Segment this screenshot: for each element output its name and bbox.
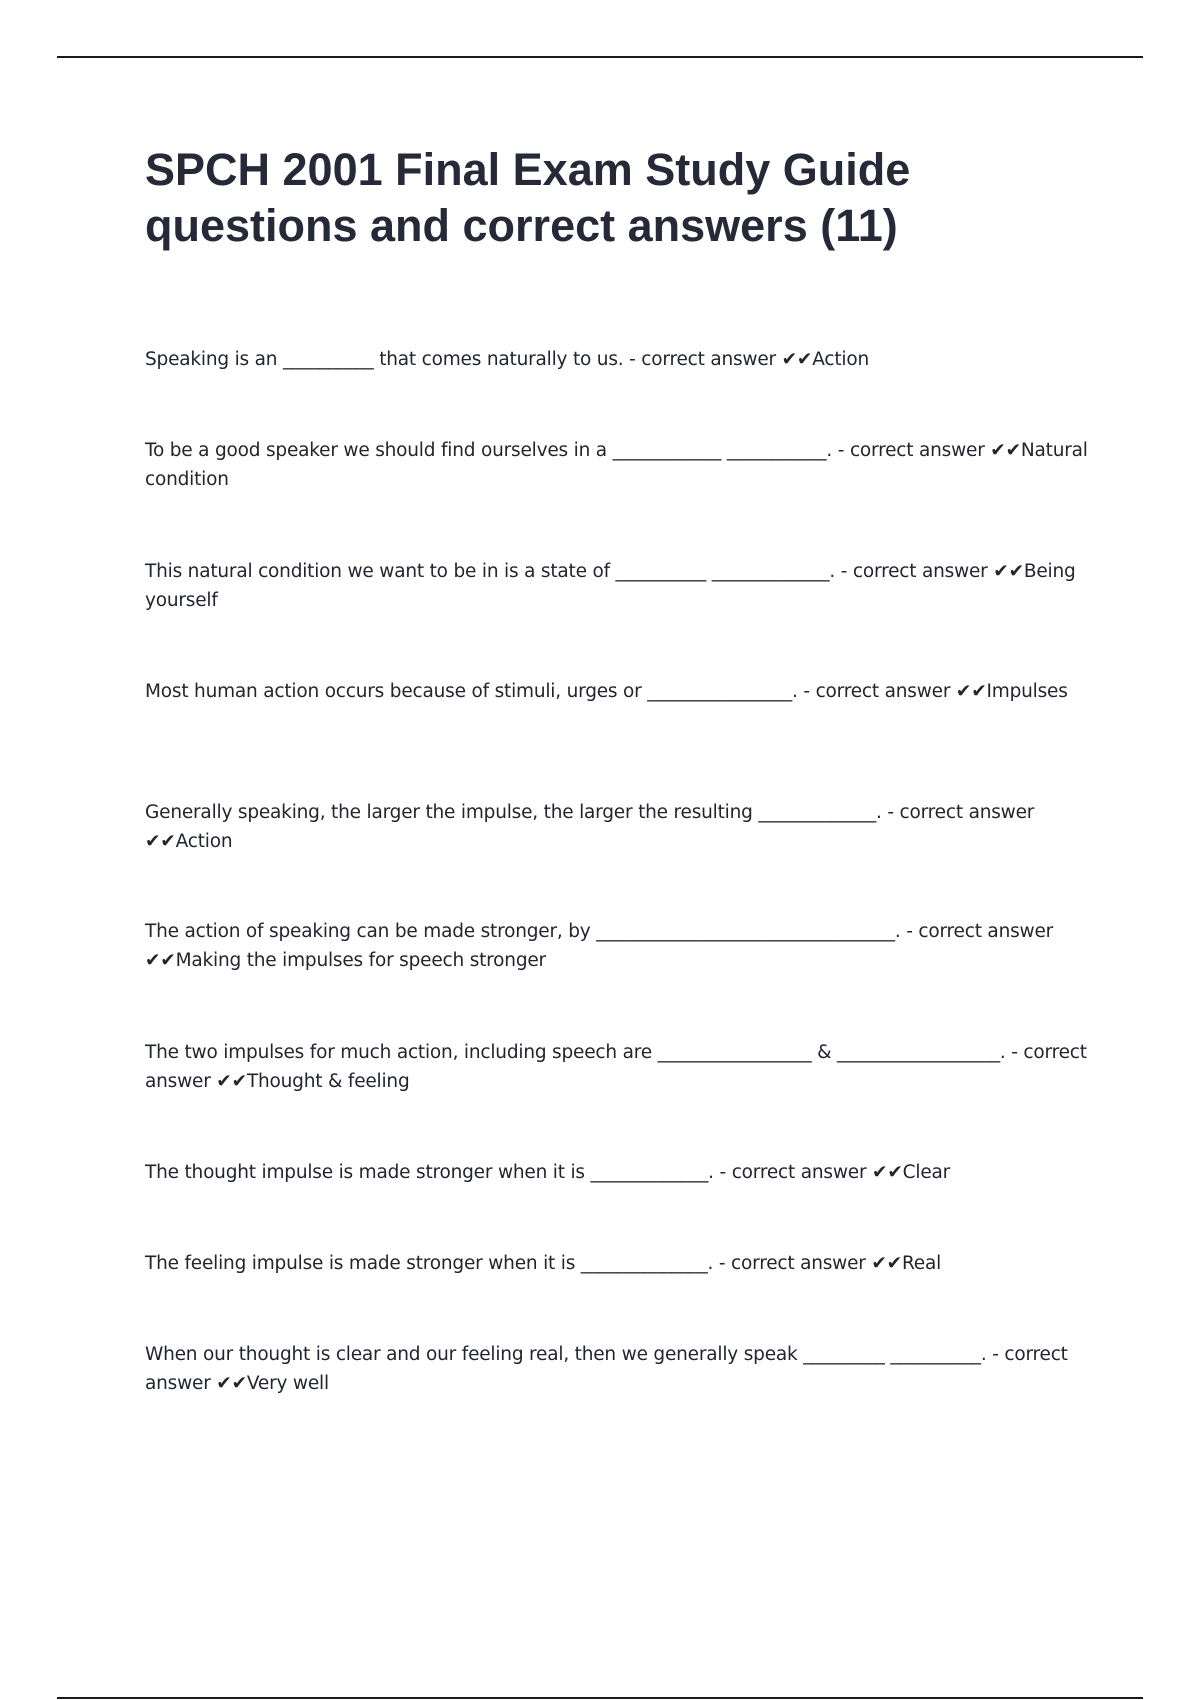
qa-item-7: The two impulses for much action, including speech are _________________ & __________________. - correct answer ✔✔Thought & feeling [145, 1042, 1087, 1092]
qa-item-8: The thought impulse is made stronger when it is _____________. - correct answer ✔✔Clear [145, 1162, 951, 1183]
document-title: SPCH 2001 Final Exam Study Guide questions and correct answers (11) [145, 144, 911, 251]
qa-item-4: Most human action occurs because of stimuli, urges or ________________. - correct answer ✔✔Impulses [145, 681, 1068, 702]
qa-item-6: The action of speaking can be made stronger, by _________________________________. - correct answer ✔✔Making the impulses for speech stronger [145, 921, 1054, 971]
qa-item-1: Speaking is an __________ that comes naturally to us. - correct answer ✔✔Action [145, 349, 869, 370]
qa-item-10: When our thought is clear and our feeling real, then we generally speak _________ __________. - correct answer ✔✔Very well [145, 1344, 1068, 1394]
qa-item-3: This natural condition we want to be in is a state of __________ _____________. - correct answer ✔✔Being yourself [145, 561, 1076, 611]
top-rule [57, 56, 1143, 58]
qa-item-2: To be a good speaker we should find ourselves in a ____________ ___________. - correct answer ✔✔Natural condition [145, 440, 1088, 490]
qa-item-9: The feeling impulse is made stronger when it is ______________. - correct answer ✔✔Real [145, 1253, 942, 1274]
qa-item-5: Generally speaking, the larger the impulse, the larger the resulting _____________. - correct answer ✔✔Action [145, 802, 1035, 852]
bottom-rule [57, 1697, 1143, 1699]
